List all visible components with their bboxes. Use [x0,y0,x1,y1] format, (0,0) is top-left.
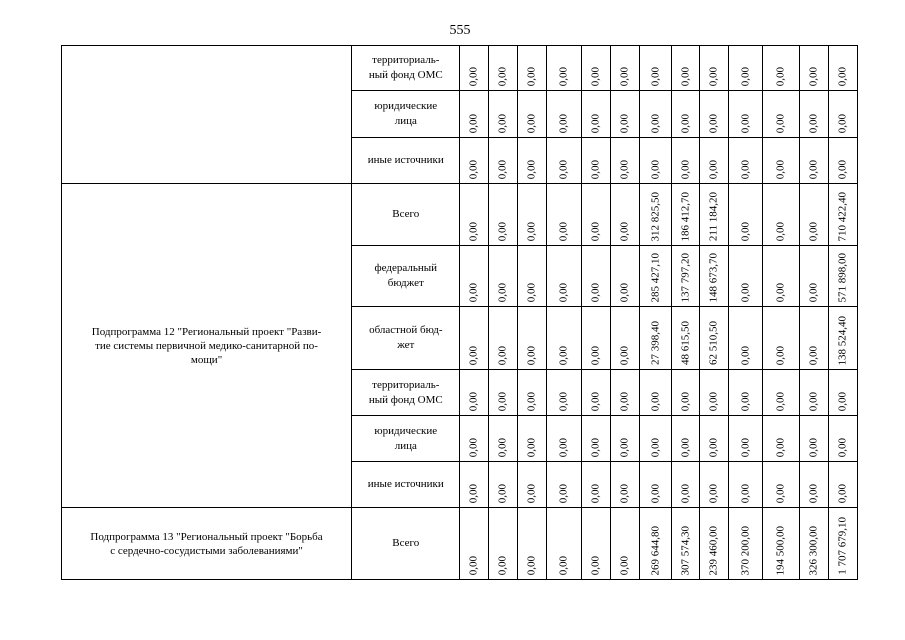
value-cell [672,184,700,246]
funding-source-cell: областной бюд- жет [352,307,460,370]
value-text: 571 898,00 [836,252,849,302]
value-text: 0,00 [774,483,787,503]
value-cell [729,416,762,462]
value-cell [828,370,857,416]
value-text: 0,00 [649,483,662,503]
value-text: 0,00 [739,437,751,457]
value-text: 0,00 [807,159,820,179]
value-cell [729,184,762,246]
value-cell [488,246,517,307]
value-text: 0,00 [467,345,480,365]
value-text: 0,00 [836,159,849,179]
value-cell [581,91,610,138]
value-text: 62 510,50 [707,321,720,365]
value-text: 370 200,00 [739,525,751,575]
value-cell [799,462,828,508]
value-text: 0,00 [589,66,602,86]
value-cell [762,307,799,370]
value-cell [611,508,640,580]
value-text: 0,00 [649,66,662,86]
value-text: 0,00 [618,437,631,457]
value-text: 0,00 [525,391,538,411]
value-text: 0,00 [774,113,787,133]
value-text: 0,00 [707,159,720,179]
value-text: 0,00 [525,113,538,133]
value-cell [700,416,729,462]
funding-source-cell: Всего [352,508,460,580]
value-text: 0,00 [525,555,538,575]
value-text: 0,00 [618,483,631,503]
value-text: 0,00 [807,282,820,302]
value-text: 0,00 [467,391,480,411]
value-cell [460,462,488,508]
value-cell [729,91,762,138]
value-text: 194 500,00 [774,525,787,575]
value-text: 0,00 [649,159,662,179]
value-cell [762,370,799,416]
value-cell [517,307,546,370]
value-cell [546,370,581,416]
value-text: 0,00 [467,221,480,241]
value-text: 0,00 [739,483,751,503]
value-cell [517,416,546,462]
value-text: 0,00 [774,391,787,411]
value-text: 0,00 [618,282,631,302]
value-cell [488,508,517,580]
value-cell [729,46,762,91]
value-cell [611,416,640,462]
funding-source-cell: юридические лица [352,416,460,462]
value-text: 0,00 [496,391,509,411]
value-cell [762,91,799,138]
value-text: 307 574,30 [679,525,692,575]
value-text: 0,00 [774,437,787,457]
value-cell [672,508,700,580]
value-cell [488,184,517,246]
program-name-cell: Подпрограмма 12 "Региональный проект "Разви- тие системы первичной медико-санитарной по- мощи" [62,184,352,508]
value-cell [799,246,828,307]
value-cell [799,46,828,91]
value-text: 0,00 [836,391,849,411]
value-cell [581,246,610,307]
value-text: 0,00 [589,437,602,457]
value-text: 0,00 [557,483,570,503]
value-text: 0,00 [679,66,692,86]
funding-source-cell: иные источники [352,138,460,184]
value-cell [640,184,672,246]
value-cell [611,246,640,307]
value-text: 0,00 [557,437,570,457]
value-text: 0,00 [557,66,570,86]
value-cell [729,370,762,416]
value-text: 0,00 [557,345,570,365]
value-cell [460,370,488,416]
value-text: 0,00 [707,437,720,457]
value-text: 312 825,50 [649,191,662,241]
value-text: 0,00 [807,345,820,365]
value-cell [799,184,828,246]
value-text: 0,00 [707,66,720,86]
value-cell [611,307,640,370]
value-cell [488,462,517,508]
value-cell [611,370,640,416]
value-cell [460,46,488,91]
value-text: 0,00 [679,437,692,457]
value-cell [581,46,610,91]
budget-table [61,45,858,580]
value-cell [762,138,799,184]
value-cell [460,307,488,370]
value-cell [700,138,729,184]
value-cell [581,462,610,508]
value-text: 0,00 [496,113,509,133]
value-text: 0,00 [496,555,509,575]
value-text: 0,00 [836,66,849,86]
value-cell [517,246,546,307]
value-text: 0,00 [774,159,787,179]
value-cell [672,46,700,91]
value-cell [611,91,640,138]
value-text: 0,00 [618,113,631,133]
value-cell [581,370,610,416]
value-cell [611,462,640,508]
value-cell [640,138,672,184]
value-text: 0,00 [525,221,538,241]
value-text: 239 460,00 [707,525,720,575]
value-cell [828,307,857,370]
value-cell [581,416,610,462]
value-cell [611,46,640,91]
value-text: 0,00 [739,391,751,411]
value-cell [517,91,546,138]
value-text: 0,00 [679,391,692,411]
page-number: 555 [449,23,471,38]
value-cell [460,138,488,184]
value-cell [828,462,857,508]
value-cell [488,138,517,184]
funding-source-cell: иные источники [352,462,460,508]
value-cell [488,91,517,138]
value-text: 0,00 [496,345,509,365]
value-cell [762,184,799,246]
value-cell [546,508,581,580]
value-cell [799,508,828,580]
value-cell [762,508,799,580]
value-text: 0,00 [774,221,787,241]
value-text: 326 300,00 [807,525,820,575]
value-text: 0,00 [496,483,509,503]
value-cell [517,508,546,580]
value-text: 0,00 [557,391,570,411]
funding-source-cell: федеральный бюджет [352,246,460,307]
value-text: 0,00 [739,113,751,133]
table-row [62,184,858,246]
value-cell [828,46,857,91]
value-text: 0,00 [836,483,849,503]
value-cell [700,508,729,580]
value-text: 0,00 [589,555,602,575]
value-cell [828,184,857,246]
value-cell [517,370,546,416]
value-cell [581,184,610,246]
value-text: 0,00 [774,282,787,302]
value-text: 0,00 [707,391,720,411]
value-cell [546,307,581,370]
value-text: 0,00 [525,437,538,457]
value-text: 138 524,40 [836,315,849,365]
value-cell [488,307,517,370]
value-cell [640,46,672,91]
value-text: 0,00 [496,282,509,302]
value-text: 0,00 [807,221,820,241]
value-text: 0,00 [618,66,631,86]
value-cell [799,138,828,184]
value-text: 0,00 [589,483,602,503]
value-cell [460,184,488,246]
value-text: 0,00 [557,221,570,241]
value-cell [700,46,729,91]
value-text: 0,00 [739,221,751,241]
value-cell [799,91,828,138]
value-cell [488,370,517,416]
value-text: 0,00 [557,159,570,179]
value-cell [799,416,828,462]
value-text: 0,00 [836,113,849,133]
value-text: 0,00 [707,483,720,503]
value-cell [828,91,857,138]
value-text: 0,00 [467,159,480,179]
value-text: 0,00 [618,159,631,179]
value-cell [517,462,546,508]
value-text: 0,00 [525,282,538,302]
value-text: 0,00 [679,159,692,179]
value-text: 0,00 [679,113,692,133]
value-text: 0,00 [739,66,751,86]
value-cell [828,416,857,462]
value-cell [460,508,488,580]
value-cell [828,138,857,184]
funding-source-cell: территориаль- ный фонд ОМС [352,370,460,416]
value-text: 0,00 [557,113,570,133]
budget-table-body [62,46,858,580]
value-cell [640,246,672,307]
value-text: 137 797,20 [679,252,692,302]
value-text: 0,00 [618,555,631,575]
value-text: 0,00 [618,221,631,241]
value-text: 0,00 [679,483,692,503]
value-cell [517,46,546,91]
value-cell [762,416,799,462]
value-text: 0,00 [807,437,820,457]
value-cell [828,508,857,580]
value-text: 0,00 [467,113,480,133]
value-cell [672,416,700,462]
value-cell [640,416,672,462]
value-text: 0,00 [467,282,480,302]
funding-source-cell: юридические лица [352,91,460,138]
funding-source-cell: Всего [352,184,460,246]
table-row [62,508,858,580]
value-cell [729,508,762,580]
value-text: 0,00 [496,221,509,241]
value-cell [729,138,762,184]
value-cell [762,46,799,91]
value-text: 0,00 [649,437,662,457]
value-cell [672,307,700,370]
value-cell [672,370,700,416]
value-cell [640,508,672,580]
value-text: 48 615,50 [679,321,692,365]
value-text: 0,00 [707,113,720,133]
value-text: 0,00 [525,345,538,365]
value-cell [828,246,857,307]
value-text: 0,00 [618,391,631,411]
value-text: 0,00 [496,437,509,457]
value-text: 0,00 [807,113,820,133]
value-cell [799,370,828,416]
value-text: 0,00 [467,66,480,86]
value-text: 0,00 [649,391,662,411]
value-text: 1 707 679,10 [836,517,849,575]
value-text: 0,00 [525,66,538,86]
value-cell [700,370,729,416]
value-text: 0,00 [589,282,602,302]
value-text: 285 427,10 [649,252,662,302]
value-cell [546,46,581,91]
value-text: 0,00 [467,437,480,457]
value-text: 27 398,40 [649,321,662,365]
value-text: 0,00 [589,345,602,365]
value-cell [517,184,546,246]
value-text: 0,00 [618,345,631,365]
value-cell [762,462,799,508]
table-row [62,46,858,91]
value-text: 0,00 [774,66,787,86]
value-text: 0,00 [557,282,570,302]
value-cell [546,246,581,307]
value-text: 186 412,70 [679,191,692,241]
value-text: 0,00 [589,159,602,179]
value-text: 0,00 [807,483,820,503]
program-name-cell [62,46,352,184]
value-text: 211 184,20 [707,191,720,241]
value-cell [581,138,610,184]
value-text: 0,00 [557,555,570,575]
value-cell [546,416,581,462]
value-cell [640,307,672,370]
value-text: 0,00 [467,483,480,503]
value-cell [640,91,672,138]
value-cell [460,246,488,307]
value-cell [546,184,581,246]
value-cell [581,307,610,370]
value-cell [700,462,729,508]
value-text: 148 673,70 [707,252,720,302]
value-cell [700,246,729,307]
value-text: 0,00 [739,159,751,179]
value-cell [729,462,762,508]
value-text: 0,00 [807,391,820,411]
value-cell [546,462,581,508]
funding-source-cell: территориаль- ный фонд ОМС [352,46,460,91]
value-cell [672,462,700,508]
value-cell [640,462,672,508]
value-cell [640,370,672,416]
value-text: 269 644,80 [649,525,662,575]
value-text: 0,00 [739,282,751,302]
value-cell [488,416,517,462]
value-text: 0,00 [774,345,787,365]
value-text: 0,00 [589,221,602,241]
value-text: 0,00 [496,66,509,86]
value-cell [729,307,762,370]
value-cell [672,91,700,138]
value-cell [762,246,799,307]
value-text: 0,00 [589,113,602,133]
value-cell [581,508,610,580]
value-cell [546,138,581,184]
value-text: 0,00 [467,555,480,575]
value-cell [672,138,700,184]
value-text: 0,00 [496,159,509,179]
value-text: 0,00 [836,437,849,457]
value-cell [700,91,729,138]
value-cell [517,138,546,184]
program-name-cell: Подпрограмма 13 "Региональный проект "Борьба с сердечно-сосудистыми заболеваниями" [62,508,352,580]
value-text: 710 422,40 [836,191,849,241]
value-cell [611,184,640,246]
value-cell [546,91,581,138]
value-cell [729,246,762,307]
value-cell [672,246,700,307]
value-cell [700,307,729,370]
value-text: 0,00 [649,113,662,133]
value-text: 0,00 [525,159,538,179]
value-cell [488,46,517,91]
value-cell [611,138,640,184]
value-cell [460,91,488,138]
value-text: 0,00 [589,391,602,411]
value-text: 0,00 [807,66,820,86]
value-cell [700,184,729,246]
value-cell [799,307,828,370]
value-text: 0,00 [525,483,538,503]
value-text: 0,00 [739,345,751,365]
value-cell [460,416,488,462]
